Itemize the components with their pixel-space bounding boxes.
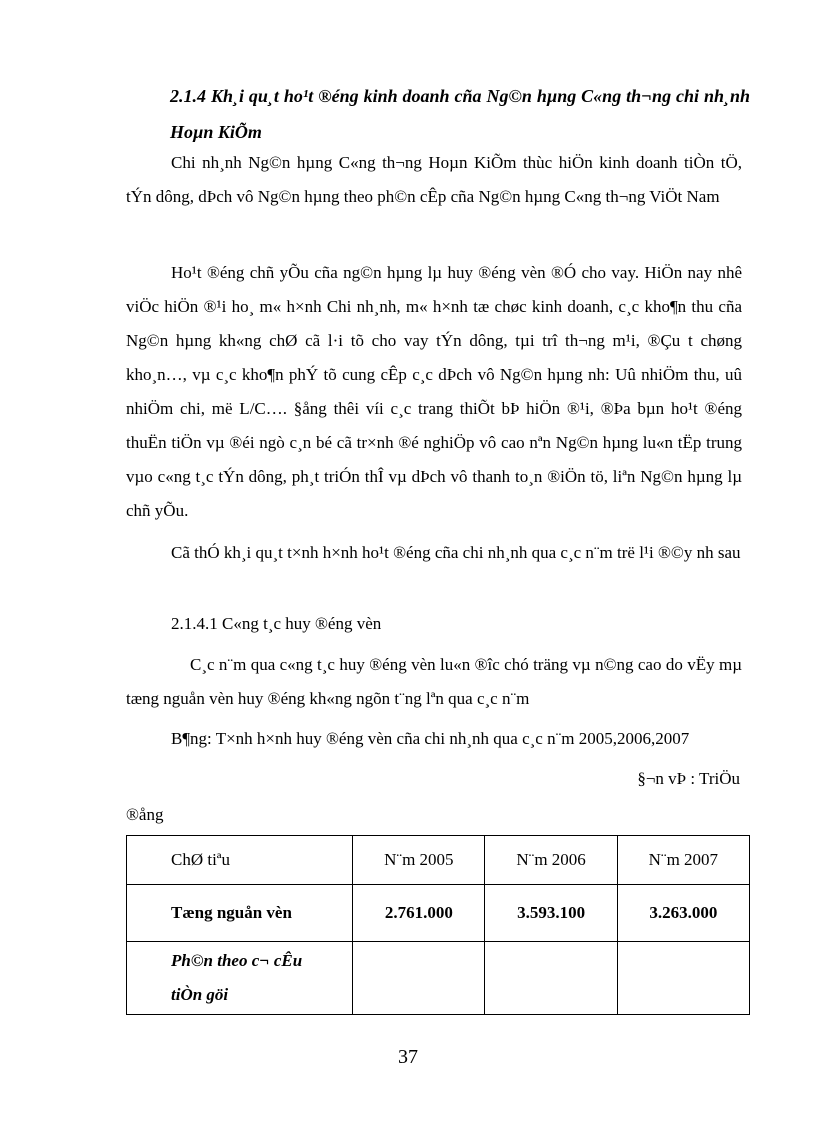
paragraph-1: Chi nh¸nh Ng©n hµng C«ng th¬ng Hoµn KiÕm thùc hiÖn kinh doanh tiÒn tÖ, tÝn dông, dÞch vô Ng©n hµng theo ph©n cÊp cña Ng©n hµng C«ng th¬ng ViÖt Nam (126, 153, 742, 206)
table-row-structure (127, 942, 750, 1015)
table-caption: B¶ng: T×nh h×nh huy ®éng vèn cña chi nh¸nh qua c¸c n¨m 2005,2006,2007 (171, 729, 690, 748)
paragraph-2: Ho¹t ®éng chñ yÕu cña ng©n hµng lµ huy ®éng vèn ®Ó cho vay. HiÖn nay nhê viÖc hiÖn ®¹i ho¸ m« h×nh Chi nh¸nh, m« h×nh tæ chøc kinh doanh, c¸c kho¶n thu cña Ng©n hµng kh«ng chØ cã l·i tõ cho vay tÝn dông, tµi trî th¬ng m¹i, ®Çu t chøng kho¸n…, vµ c¸c kho¶n phÝ tõ cung cÊp c¸c dÞch vô Ng©n hµng nh: Uû nhiÖm thu, uû nhiÖm chi, më L/C…. §ång thêi víi c¸c trang thiÕt bÞ hiÖn ®¹i, ®Þa bµn ho¹t ®éng thuËn tiÖn vµ ®éi ngò c¸n bé cã tr×nh ®é nghiÖp vô cao nªn Ng©n hµng lu«n tËp trung vµo c«ng t¸c tÝn dông, ph¸t triÓn thÎ vµ dÞch vô thanh to¸n ®iÖn tö, liªn Ng©n hµng lµ chñ yÕu. (126, 263, 742, 520)
header-indicator: ChØ tiªu (127, 836, 353, 885)
section-heading: 2.1.4 Kh¸i qu¸t ho¹t ®éng kinh doanh cña Ng©n hµng C«ng th¬ng chi nh¸nh Hoµn KiÕm (170, 86, 750, 142)
header-2007: N¨m 2007 (617, 836, 749, 885)
subheading: 2.1.4.1 C«ng t¸c huy ®éng vèn (171, 614, 382, 633)
header-2005: N¨m 2005 (353, 836, 485, 885)
row-structure-2007 (617, 942, 749, 1015)
row-structure-label-line1: Ph©n theo c¬ cÊu (171, 951, 303, 970)
table-row-total (127, 885, 750, 942)
paragraph-3: Cã thÓ kh¸i qu¸t t×nh h×nh ho¹t ®éng cña chi nh¸nh qua c¸c n¨m trë l¹i ®©y nh sau (171, 543, 741, 562)
row-total-2007: 3.263.000 (617, 885, 749, 942)
row-structure-2005 (353, 942, 485, 1015)
row-total-2005: 2.761.000 (353, 885, 485, 942)
row-structure-label-line2: tiÒn göi (171, 985, 229, 1004)
unit-label: §¬n vÞ : TriÖu (637, 769, 740, 788)
page-number: 37 (398, 1046, 418, 1068)
header-2006: N¨m 2006 (485, 836, 617, 885)
table-header-row (127, 836, 750, 885)
paragraph-4: C¸c n¨m qua c«ng t¸c huy ®éng vèn lu«n ®îc chó träng vµ n©ng cao do vËy mµ tæng nguån vèn huy ®éng kh«ng ngõn t¨ng lªn qua c¸c n¨m (126, 655, 742, 708)
row-structure-label (127, 942, 353, 1015)
capital-mobilization-table (126, 835, 750, 1015)
unit-label-continued: ®ång (126, 805, 164, 824)
row-total-2006: 3.593.100 (485, 885, 617, 942)
row-structure-2006 (485, 942, 617, 1015)
row-total-label: Tæng nguån vèn (127, 885, 353, 942)
